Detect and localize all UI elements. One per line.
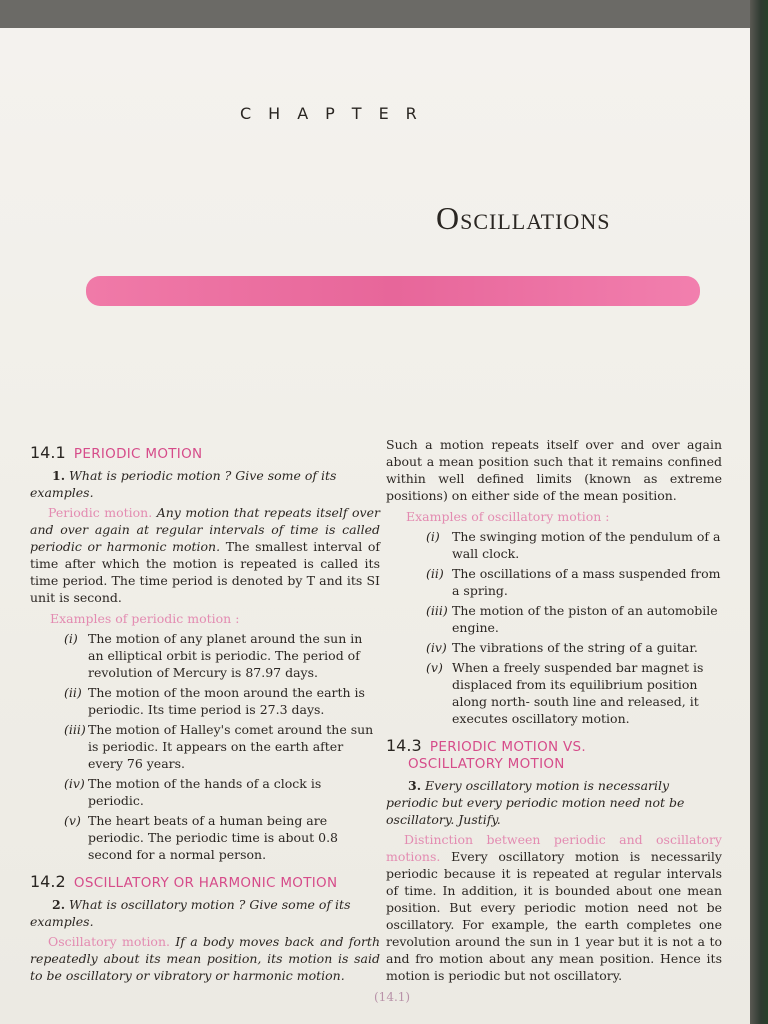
question-3: 3. Every oscillatory motion is necessarily periodic but every periodic motion need not be oscillatory. Justify. — [386, 778, 685, 827]
question-2: 2. What is oscillatory motion ? Give some of its examples. — [30, 897, 351, 929]
background-edge — [750, 0, 768, 1024]
answer-2-continued: Such a motion repeats itself over and over again about a mean position such that it remains confined within well defined limits (known as extreme positions) on either side of the mean position. — [386, 437, 722, 503]
right-column — [386, 436, 722, 987]
answer-2: Oscillatory motion. If a body moves back and forth repeatedly about its mean position, its motion is said to be oscillatory or vibratory or harmonic motion. — [30, 934, 380, 983]
answer-1: Periodic motion. Any motion that repeats itself over and over again at regular intervals of time is called periodic or harmonic motion. The smallest interval of time after which the motion is repeated is called its time period. The time period is denoted by T and its SI unit is second. — [30, 505, 380, 605]
section-14-1-heading: 14.1 PERIODIC MOTION — [30, 443, 203, 462]
page-number: (14.1) — [374, 990, 411, 1004]
left-column — [30, 444, 380, 987]
list-item: (iv) The vibrations of the string of a guitar. — [426, 640, 698, 655]
question-1: 1. What is periodic motion ? Give some of its examples. — [30, 468, 337, 500]
examples-heading-periodic: Examples of periodic motion : — [50, 611, 240, 626]
examples-heading-oscillatory: Examples of oscillatory motion : — [406, 509, 610, 524]
chapter-title: Oscillations — [436, 200, 611, 236]
list-item: (iii) The motion of Halley's comet around the sun is periodic. It appears on the earth after every 76 years. — [64, 722, 374, 771]
decorative-banner — [86, 276, 700, 306]
list-item: (v) The heart beats of a human being are periodic. The periodic time is about 0.8 second for a normal person. — [64, 813, 339, 862]
section-14-2-heading: 14.2 OSCILLATORY OR HARMONIC MOTION — [30, 872, 338, 891]
chapter-label: CHAPTER — [240, 104, 434, 123]
periodic-examples-list — [30, 630, 380, 863]
list-item: (iv) The motion of the hands of a clock is periodic. — [64, 776, 322, 808]
list-item: (i) The motion of any planet around the sun in an elliptical orbit is periodic. The period of revolution of Mercury is 87.97 days. — [64, 631, 363, 680]
list-item: (i) The swinging motion of the pendulum of a wall clock. — [426, 529, 721, 561]
list-item: (ii) The motion of the moon around the earth is periodic. Its time period is 27.3 days. — [64, 685, 365, 717]
oscillatory-examples-list — [386, 528, 722, 727]
list-item: (ii) The oscillations of a mass suspended from a spring. — [426, 566, 721, 598]
book-page — [0, 28, 750, 1024]
section-14-3-heading: 14.3 PERIODIC MOTION VS. OSCILLATORY MOTION — [386, 736, 586, 772]
list-item: (v) When a freely suspended bar magnet is displaced from its equilibrium position along north- south line and released, it executes oscillatory motion. — [426, 660, 704, 726]
answer-3: Distinction between periodic and oscillatory motions. Every oscillatory motion is necessarily periodic because it is repeated at regular intervals of time. In addition, it is bounded about one mean position. But every periodic motion need not be oscillatory. For example, the earth completes one revolution around the sun in 1 year but it is not a to and fro motion about any mean position. Hence its motion is periodic but not oscillatory. — [386, 832, 722, 983]
list-item: (iii) The motion of the piston of an automobile engine. — [426, 603, 718, 635]
